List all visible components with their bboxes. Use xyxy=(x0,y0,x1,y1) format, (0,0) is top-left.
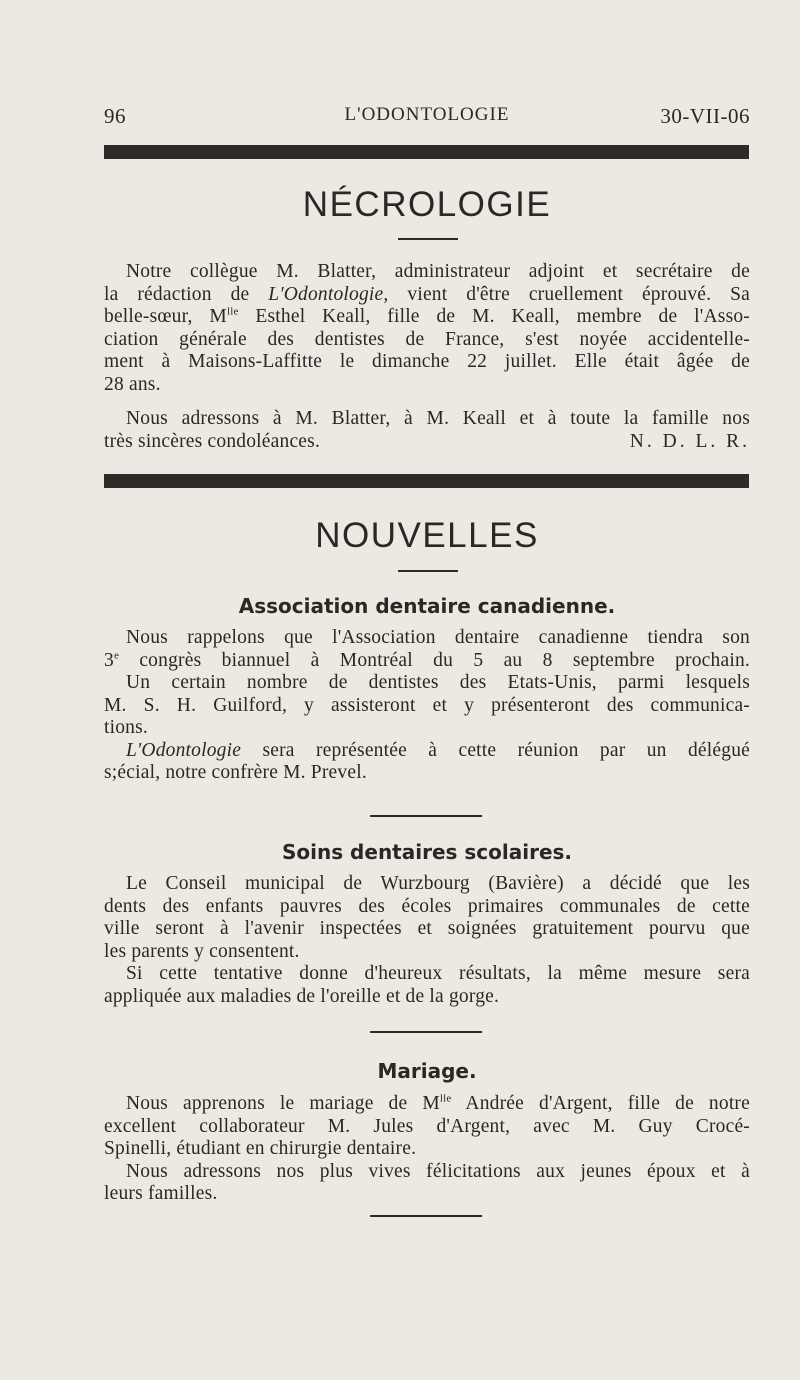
text-line: Le Conseil municipal de Wurzbourg (Bavière) a décidé que les xyxy=(126,873,750,894)
section-heading-mariage: Mariage. xyxy=(377,1059,477,1083)
section-rule xyxy=(370,1031,482,1033)
running-header xyxy=(104,104,750,134)
text-line: appliquée aux maladies de l'oreille et de la gorge. xyxy=(104,985,500,1007)
text-line: leurs familles. xyxy=(104,1183,218,1204)
necrologie-paragraph-2 xyxy=(104,408,750,453)
text-line: ciation générale des dentistes de France, s'est noyée accidentelle- xyxy=(104,328,750,350)
text-line: Si cette tentative donne d'heureux résultats, la même mesure sera xyxy=(126,963,750,984)
title-rule xyxy=(398,238,458,240)
page-number: 96 xyxy=(104,104,126,128)
text-line: s;écial, notre confrère M. Prevel. xyxy=(104,762,367,783)
title-rule xyxy=(398,570,458,572)
text-line: Nous adressons nos plus vives félicitations aux jeunes époux et à xyxy=(126,1160,750,1182)
text-line: la rédaction de L'Odontologie, vient d'être cruellement éprouvé. Sa xyxy=(104,283,751,305)
soins-paragraphs xyxy=(104,873,750,1008)
text-line: 28 ans. xyxy=(104,373,161,395)
section-heading-association: Association dentaire canadienne. xyxy=(238,594,616,618)
mariage-paragraphs xyxy=(104,1093,750,1206)
text-line: dents des enfants pauvres des écoles primaires communales de cette xyxy=(104,895,750,917)
text-line: 3e congrès biannuel à Montréal du 5 au 8 septembre prochain. xyxy=(104,649,750,671)
journal-name: L'Odontologie, xyxy=(268,283,389,305)
issue-date: 30-VII-06 xyxy=(660,104,750,128)
text-line: Nous apprenons le mariage de $M^{lle}$ Andrée d'Argent, fille de notre xyxy=(126,1092,750,1114)
text-line: les parents y consentent. xyxy=(104,940,300,962)
text-line: ville seront à l'avenir inspectées et soignées gratuitement pourvu que xyxy=(104,918,750,939)
nouvelles-title: NOUVELLES xyxy=(315,516,539,555)
top-ornament-bar xyxy=(104,145,749,159)
middle-ornament-bar xyxy=(104,474,749,488)
necrologie-paragraph-1 xyxy=(104,261,750,396)
section-heading-soins: Soins dentaires scolaires. xyxy=(281,840,573,864)
text-line: L'Odontologie sera représentée à cette réunion par un délégué xyxy=(126,739,750,761)
text-line: ment à Maisons-Laffitte le dimanche 22 juillet. Elle était âgée de xyxy=(104,351,750,372)
necrologie-title: NÉCROLOGIE xyxy=(302,185,552,224)
editorial-signature: N. D. L. R. xyxy=(629,430,750,452)
text-line: M. S. H. Guilford, y assisteront et y présenteront des communica- xyxy=(104,694,750,716)
section-rule xyxy=(370,815,482,817)
section-rule xyxy=(370,1215,482,1217)
text-line: belle-sœur, $M^{lle}$ Esthel Keall, fille de M. Keall, membre de l'Asso- xyxy=(104,305,750,327)
association-paragraphs xyxy=(104,627,750,785)
text-line: Nous rappelons que l'Association dentaire canadienne tiendra son xyxy=(126,627,750,648)
text-line: Spinelli, étudiant en chirurgie dentaire. xyxy=(104,1138,417,1159)
text-line: excellent collaborateur M. Jules d'Argent, avec M. Guy Crocé- xyxy=(104,1115,750,1137)
text-line: Notre collègue M. Blatter, administrateur adjoint et secrétaire de xyxy=(126,261,750,282)
journal-title: L'ODONTOLOGIE xyxy=(344,104,510,125)
text-line: Nous adressons à M. Blatter, à M. Keall et à toute la famille nos xyxy=(126,408,750,429)
journal-name: L'Odontologie xyxy=(126,739,242,761)
text-line: Un certain nombre de dentistes des Etats-Unis, parmi lesquels xyxy=(126,672,750,693)
text-line: très sincères condoléances. N. D. L. R. xyxy=(104,430,750,452)
text-line: tions. xyxy=(104,717,148,738)
